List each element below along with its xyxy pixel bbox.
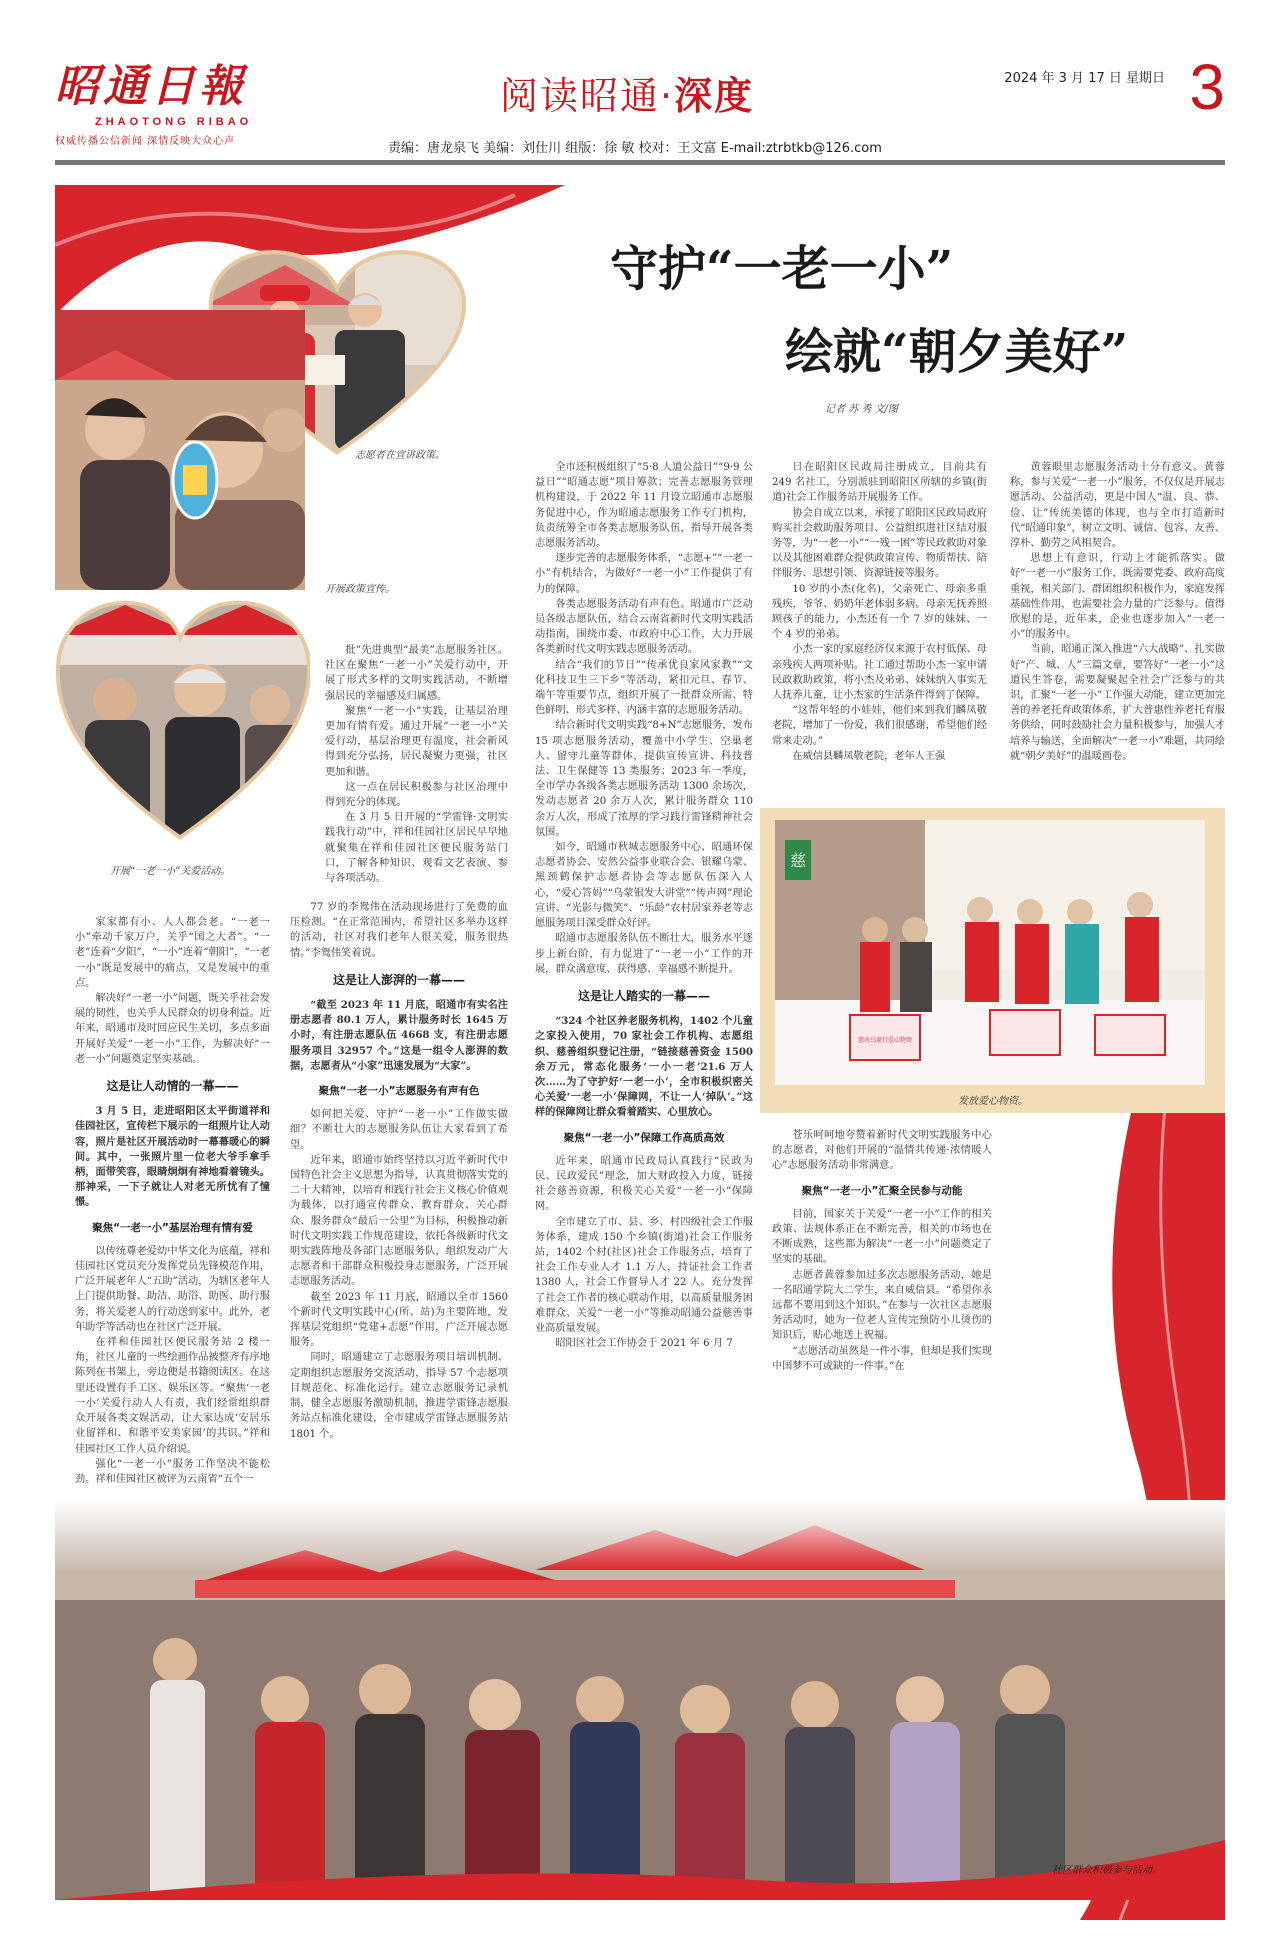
paragraph: 聚焦“一老一小”实践，让基层治理更加有情有爱。通过开展“一老一小”关爱行动，基层治理更有温度，社会新风得到充分弘扬，居民凝聚力更强，社区更加和谐。 (325, 705, 508, 778)
paragraph: 志愿者黄蓉参加过多次志愿服务活动，她是一名昭通学院大二学生，来自威信县。“希望你永远都不要用到这个知识。”在参与一次社区志愿服务活动时，她为一位老人宣传完预防小儿烫伤的知识后，贴心地送上祝福。 (772, 1269, 992, 1342)
section-title (500, 65, 754, 120)
article-column-2b (290, 900, 508, 1530)
paragraph: “志愿活动虽然是一件小事，但却是我们实现中国梦不可或缺的一件事。”在 (772, 1345, 992, 1372)
paragraph: 全市还积极组织了“5·8 人道公益日”“9·9 公益日”“昭通志愿”项目筹款；完善志愿服务管理机构建设，于 2022 年 11 月设立昭通市志愿服务促进中心，作为昭通志愿服务工作专门机构，负责统筹全市各类志愿服务队伍，指导开展各类志愿服务活动。 (535, 462, 753, 550)
subheading: 聚焦“一老一小”基层治理有情有爱 (92, 1221, 253, 1234)
masthead (55, 35, 1225, 165)
subheading: 聚焦“一老一小”保障工作高质高效 (563, 1131, 725, 1144)
heart-photo-care-activity (55, 595, 310, 840)
paragraph: 解决好“一老一小”问题，既关乎社会发展的韧性，也关乎人民群众的切身利益。近年来，昭通市及时回应民生关切，多点多面开展好关爱“一老一小”工作，为解决好“一老一小”问题奠定坚实基础。 (75, 993, 270, 1065)
caption-care-activity: 开展“一老一小”关爱活动。 (110, 866, 231, 877)
paragraph: 在祥和佳园社区便民服务站 2 楼一角，社区儿童的一些绘画作品被整齐有序地陈列在书架上，旁边便是书籍阅读区。在这里还设置有手工区、娱乐区等。“聚焦‘一老一小’关爱行动人人有责，我们经常组织群众开展各类文娱活动，让大家达成‘安居乐业留祥和、和谐平安美家园’的共识。”祥和佳园社区工作人员介绍说。 (75, 1337, 270, 1455)
paragraph: 如何把关爱、守护“一老一小”工作做实做细？不断壮大的志愿服务队伍让大家看到了希望。 (290, 1109, 508, 1151)
paragraph: 10 岁的小杰(化名)，父亲死亡、母亲多重残疾，爷爷、奶奶年老体弱多病。母亲无抚养照顾孩子的能力，小杰还有一个 7 岁的妹妹、一个 4 岁的弟弟。 (772, 583, 987, 641)
paragraph: 同时，昭通建立了志愿服务项目培训机制、定期组织志愿服务交流活动，指导 57 个志愿项目规范化、标准化运行。建立志愿服务记录机制，健全志愿服务激励机制，推进学雷锋志愿服务站点标准化建设，全市建成学雷锋志愿服务站 1801 个。 (290, 1352, 508, 1440)
paragraph: 昭阳区社会工作协会于 2021 年 6 月 7 (555, 1338, 733, 1350)
paragraph: 在威信县麟凤敬老院，老年人王强 (792, 750, 946, 762)
page-number: 3 (1189, 51, 1225, 123)
photo-policy-promotion (55, 310, 305, 590)
paragraph: 各类志愿服务活动有声有色。昭通市广泛动员各级志愿队伍，结合云南省新时代文明实践活动指南，围绕市委、市政府中心工作，大力开展各类新时代文明实践志愿服务活动。 (535, 598, 753, 656)
paragraph: 黄蓉眼里志愿服务活动十分有意义。黄蓉称，参与关爱“一老一小”服务，不仅仅是开展志愿活动、公益活动，更是中国人“温、良、恭、俭、让”传统美德的体现，也与全市打造新时代“昭通印象”，树立文明、诚信、包容、友善、淳朴、勤劳之风相契合。 (1010, 462, 1225, 550)
section-name: 阅读昭通 (500, 74, 661, 118)
paragraph: 3 月 5 日，走进昭阳区太平街道祥和佳园社区，宣传栏下展示的一组照片让人动容，照片是社区开展活动时一幕幕暖心的瞬间。其中，一张照片里一位老大爷手拿手柄，面带笑容，眼睛炯炯有神地看着镜头。那神采，一下子就让人对老无所忧有了憧憬。 (75, 1105, 270, 1209)
paragraph: 全市建立了市、县、乡、村四级社会工作服务体系，建成 150 个乡镇(街道)社会工作服务站，1402 个村(社区)社会工作服务点，培育了社会工作专业人才 1.1 万人，持证社会工作者 1380 人，社会工作督导人才 22 人。充分发挥了社会工作者的核心联动作用，以高质量服务困难群众、关爱“一老一小”等推动昭通公益慈善事业高质量发展。 (535, 1216, 753, 1334)
article-column-1 (75, 915, 270, 1530)
paragraph: 这一点在居民积极参与社区治理中得到充分的体现。 (325, 781, 508, 809)
headline-line-2: 绘就“朝夕美好” (785, 324, 1129, 380)
paragraph: 近年来，昭通市始终坚持以习近平新时代中国特色社会主义思想为指导，认真贯彻落实党的二十大精神，以培育和践行社会主义核心价值观为载体，以打通宣传群众、教育群众、关心群众、服务群众“最后一公里”为目标，积极推动新时代文明实践工作规范建设，依托各级新时代文明实践阵地及各部门志愿服务队，组织发动广大志愿者和干部群众积极投身志愿服务，广泛开展志愿服务活动。 (290, 1154, 508, 1288)
photo-frame (760, 808, 1225, 1113)
subheading: 聚焦“一老一小”志愿服务有声有色 (318, 1085, 480, 1098)
paragraph: 逐步完善的志愿服务体系，“志愿+”“一老一小”有机结合，为做好“一老一小”工作提供了有力的保障。 (535, 553, 753, 595)
paragraph: 思想上有意识，行动上才能抓落实。做好“一老一小”服务工作，既需要党委、政府高度重视，相关部门、群团组织积极作为，家庭发挥基础性作用，也需要社会力量的广泛参与。值得欣慰的是，近年来，企业也逐步加入“一老一小”的服务中。 (1010, 553, 1225, 641)
paragraph: 结合“我们的节日”“传承优良家风家教”“文化科技卫生三下乡”等活动，紧扣元旦、春节、端午等重要节点，组织开展了一批群众所需、特色鲜明、形式多样、内涵丰富的志愿服务活动。 (535, 659, 753, 717)
paragraph: 结合新时代文明实践“8+N”志愿服务，发布 15 项志愿服务活动，覆盖中小学生、空巢老人、留守儿童等群体，提供宣传宣讲、科技普法、卫生保健等 13 类服务；2023 年一季度，全市学办各级各类志愿服务活动 1300 余场次，发动志愿者 20 余万人次，累计服务群众 110 余万人次，形成了浓厚的学习践行雷锋精神社会氛围。 (535, 720, 753, 838)
paragraph: 77 岁的李鸳伟在活动现场进行了免费的血压检测。“在正常范围内，希望社区多举办这样的活动，社区对我们老年人很关爱，服务很热情。”李鸳伟笑着说。 (290, 902, 508, 959)
article-column-3 (535, 460, 753, 1590)
brand-logo (55, 50, 285, 147)
issue-date: 2024 年 3 月 17 日 星期日 (1004, 71, 1165, 86)
paragraph: “324 个社区养老服务机构，1402 个儿童之家投入使用，70 家社会工作机构、志愿组织、慈善组织登记注册，“链接慈善资金 1500 余万元，常态化服务‘一小一老’21.6 万人次……为了守护好‘一老一小’，全市积极织密关心关爱‘一老一小’保障网，不让一人‘掉队’。”这样的保障网让群众看着踏实、心里放心。 (535, 1015, 753, 1119)
paragraph: 日在昭阳区民政局注册成立，目前共有 249 名社工，分别派驻到昭阳区所辖的乡镇(街道)社会工作服务站开展服务工作。 (772, 462, 987, 504)
subheading: 聚焦“一老一小”汇聚全民参与动能 (801, 1184, 963, 1197)
paragraph: 目前，国家关于关爱“一老一小”工作的相关政策、法规体系正在不断完善，相关的市场也在不断成熟，这些都为解决“一老一小”问题奠定了坚实的基础。 (772, 1208, 992, 1266)
paragraph: 如今，昭通市秋城志愿服务中心、昭通环保志愿者协会、安然公益事业联合会、银耀乌蒙、黑颈鹤保护志愿者协会等志愿队伍深入人心，“爱心答妈”“乌蒙银发大讲堂”“传声网”理论宣讲、“光影与微笑”、“乐龄”农村居家养老等志愿服务项目深受群众好评。 (535, 842, 753, 930)
sign-char: 慈 (789, 851, 807, 870)
box-label: 慈善乌蒙行爱心物资 (857, 1037, 913, 1044)
caption-policy: 开展政策宣传。 (325, 584, 395, 595)
article-column-5 (1010, 460, 1225, 790)
paragraph: 以传统尊老爱幼中华文化为底蕴，祥和佳园社区党员充分发挥党员先锋模范作用，广泛开展老年人“五助”活动，为辖区老年人上门提供助餐、助洁、助浴、助医、助行服务，将关爱老人的行动送到家中。此外，老年助学等活动也在社区广泛开展。 (75, 1245, 270, 1333)
brand-slogan: 权威传播公信新闻 深情反映大众心声 (55, 136, 236, 147)
paragraph: 强化“一老一小”服务工作坚决不能松劲。祥和佳园社区被评为云南省“五个一 (75, 1458, 270, 1485)
paragraph: “截至 2023 年 11 月底，昭通市有实名注册志愿者 80.1 万人，累计服务时长 1645 万小时，有注册志愿队伍 4668 支，有注册志愿服务项目 32957 个。”这是一组令人澎湃的数据，志愿者从“小家”迅速发展为“大家”。 (290, 999, 508, 1072)
section-sub: 深度 (674, 74, 755, 118)
caption-volunteer: 志愿者在宣讲政策。 (355, 450, 445, 461)
paragraph: 小杰一家的家庭经济仅来源于农村低保、母亲残疾人两项补贴。社工通过帮助小杰一家申请民政救助政策，将小杰及弟弟、妹妹纳入事实无人抚养儿童，让小杰家的生活条件得到了保障。 (772, 644, 987, 702)
paragraph: 苍乐呵呵地夸赞着新时代文明实践服务中心的志愿者，对他们开展的“温情共传递·浓情暖人心”志愿服务活动非常满意。 (772, 1130, 992, 1172)
paragraph: 截至 2023 年 11 月底，昭通以全市 1560 个新时代文明实践中心(所、站)为主要阵地，发挥基层党组织“党建+志愿”作用，广泛开展志愿服务。 (290, 1291, 508, 1349)
photo-donation-supplies (775, 820, 1205, 1085)
article-column-4a (772, 460, 987, 795)
paragraph: 昭通市志愿服务队伍不断壮大，服务水平逐步上新台阶，有力促进了“一老一小”工作的开展，群众满意度、获得感、幸福感不断提升。 (535, 933, 753, 975)
brand-english: ZHAOTONG RIBAO (95, 116, 253, 128)
subheading: 这是让人踏实的一幕—— (577, 988, 710, 1003)
section-dot: · (660, 74, 675, 118)
paragraph: 近年来，昭通市民政局认真践行“民政为民、民政爱民”理念，加大财政投入力度，链接社会慈善资源，积极关心关爱“一老一小”保障网。 (535, 1155, 753, 1213)
paragraph: 协会自成立以来，承接了昭阳区民政局政府购买社会救助服务项目、公益组织进社区结对服务等，为“一老一小”“一残一困”等民政救助对象以及其他困难群众提供政策宣传、物质帮扶、陪伴服务、思想引领、资源链接等服务。 (772, 507, 987, 580)
article-column-2a (325, 643, 508, 913)
paragraph: 当前，昭通正深入推进“六大战略”、扎实做好“产、城、人”三篇文章，要答好“一老一小”这道民生答卷，需要凝聚起全社会广泛参与的共识，汇聚“一老一小”工作强大动能，建立更加完善的养老托育政策体系，扩大普惠性养老托育服务供给，同时鼓励社会力量积极参与，加强人才培养与输送，全面解决“一老一小”难题，共同绘就“朝夕美好”的温暖画卷。 (1010, 644, 1225, 762)
byline: 记者 苏 秀 文/图 (825, 404, 898, 415)
headline-line-1: 守护“一老一小” (610, 241, 954, 297)
caption-community: 社区群众积极参与活动。 (1052, 1865, 1162, 1876)
paragraph: “这帮年轻的小娃娃，他们来到我们麟凤敬老院，增加了一份爱，我们很感谢，希望他们经常来走动。” (772, 705, 987, 747)
photo-community-crowd (55, 1500, 1225, 1900)
paragraph: 家家都有小、人人都会老。“一老一小”牵动千家万户，关乎“国之大者”。“一老”连着“夕阳”，“一小”连着“朝阳”，“一老一小”既是发展中的痛点，又是发展中的重点。 (75, 917, 270, 989)
paragraph: 批”先进典型“最美”志愿服务社区。社区在聚焦“一老一小”关爱行动中，开展了形式多样的文明实践活动，不断增强居民的幸福感及归属感。 (325, 645, 508, 702)
subheading: 这是让人动情的一幕—— (106, 1079, 239, 1094)
masthead-rule (55, 160, 1225, 165)
caption-donation: 发放爱心物资。 (958, 1096, 1028, 1107)
brand-name: 昭通日報 (55, 61, 247, 112)
subheading: 这是让人澎湃的一幕—— (332, 972, 465, 987)
article-column-4b (772, 1128, 992, 1453)
paragraph: 在 3 月 5 日开展的“学雷锋·文明实践我行动”中，祥和佳园社区居民早早地就聚集在祥和佳园社区便民服务站门口，了解各种知识、观看文艺表演、参与各项活动。 (325, 812, 508, 885)
editorial-credits: 责编：唐龙泉飞 美编：刘仕川 组版：徐 敏 校对：王文富 E-mail:ztrbtkb@126.com (388, 141, 882, 156)
